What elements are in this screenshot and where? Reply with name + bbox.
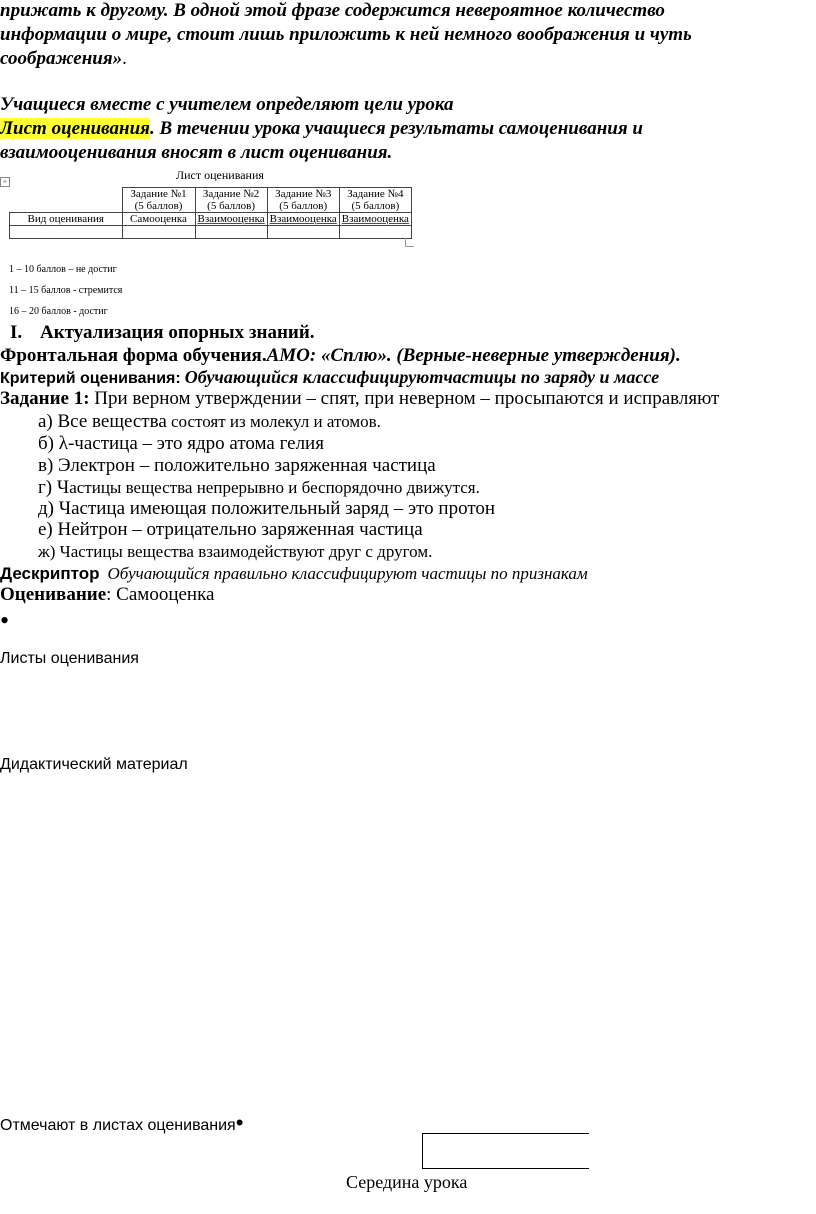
section-title: Актуализация опорных знаний. xyxy=(40,322,315,343)
assessment-text: : Самооценка xyxy=(106,584,215,605)
criterion-line xyxy=(0,367,659,388)
criterion-text: Обучающийся классифицируютчастицы по заряду и массе xyxy=(184,367,660,387)
task-1-label: Задание 1: xyxy=(0,388,90,409)
table-cell xyxy=(267,226,339,239)
table-row xyxy=(10,213,412,226)
sheet-intro-rest: . В течении урока учащиеся результаты самоценивания и xyxy=(149,118,643,139)
table-header-cell: Задание №4 (5 баллов) xyxy=(339,188,411,213)
table-header-cell: Задание №2 (5 баллов) xyxy=(195,188,267,213)
box-top-line xyxy=(422,1133,589,1134)
didactic-label: Дидактический материал xyxy=(0,756,188,773)
sheets-label: Листы оценивания xyxy=(0,650,139,667)
form-amo: АМО: «Сплю». (Верные-неверные утверждения). xyxy=(266,345,681,366)
intro-line-3 xyxy=(0,48,127,70)
sheet-intro-line-1 xyxy=(0,118,643,140)
table-cell: Самооценка xyxy=(122,213,195,226)
statement-b: б) λ-частица – это ядро атома гелия xyxy=(38,433,324,454)
bullet-icon: • xyxy=(0,606,10,635)
lesson-goals: Учащиеся вместе с учителем определяют цели урока xyxy=(0,94,454,115)
table-cell xyxy=(339,226,411,239)
scale-item: 11 – 15 баллов - стремится xyxy=(9,285,123,296)
intro-line-3-text: соображения» xyxy=(0,48,123,69)
scale-item: 1 – 10 баллов – не достиг xyxy=(9,264,117,275)
form-label: Фронтальная форма обучения. xyxy=(0,345,267,366)
section-numeral: I. xyxy=(10,322,23,343)
task-1-line xyxy=(0,388,719,410)
table-row xyxy=(10,226,412,239)
table-cell xyxy=(122,226,195,239)
intro-line-3-end: . xyxy=(122,48,127,69)
statement-d: г) Частицы вещества непрерывно и беспорядочно движутся. xyxy=(38,477,480,498)
table-corner-cell xyxy=(10,188,123,213)
table-cell xyxy=(10,226,123,239)
scale-item: 16 – 20 баллов - достиг xyxy=(9,306,108,317)
table-header-cell: Задание №1 (5 баллов) xyxy=(122,188,195,213)
descriptor-text: Обучающийся правильно классифицируют частицы по признакам xyxy=(107,564,588,583)
intro-line-2: информации о мире, стоит лишь приложить к ней немного воображения и чуть xyxy=(0,24,692,45)
table-cell: Взаимооценка xyxy=(339,213,411,226)
criterion-label: Критерий оценивания: xyxy=(0,370,181,387)
statement-g: ж) Частицы вещества взаимодействуют друг с другом. xyxy=(38,542,433,561)
statement-f: е) Нейтрон – отрицательно заряженная частица xyxy=(38,519,423,540)
table-cell: Взаимооценка xyxy=(267,213,339,226)
statement-a: а) Все вещества состоят из молекул и атомов. xyxy=(38,411,381,432)
intro-line-1: прижать к другому. В одной этой фразе содержится невероятное количество xyxy=(0,0,665,21)
task-1-text: При верном утверждении – спят, при неверном – просыпаются и исправляют xyxy=(94,388,720,409)
form-line xyxy=(0,345,681,367)
descriptor-label: Дескриптор xyxy=(0,564,100,583)
box-left-line xyxy=(422,1133,423,1169)
descriptor-line xyxy=(0,564,588,584)
assessment-line xyxy=(0,584,214,606)
assessment-label: Оценивание xyxy=(0,584,107,605)
sheet-highlight: Лист оценивания xyxy=(0,118,150,139)
middle-label: Середина урока xyxy=(346,1172,468,1192)
box-bottom-line xyxy=(422,1168,589,1169)
table-cell xyxy=(195,226,267,239)
grading-table xyxy=(9,187,412,239)
table-row-label: Вид оценивания xyxy=(10,213,123,226)
bullet-icon: • xyxy=(235,1110,244,1135)
table-resize-handle-icon[interactable] xyxy=(405,238,414,247)
table-move-handle-icon[interactable]: + xyxy=(0,177,10,187)
table-caption: Лист оценивания xyxy=(176,168,264,182)
mark-label: Отмечают в листах оценивания xyxy=(0,1117,236,1134)
table-cell: Взаимооценка xyxy=(195,213,267,226)
table-row xyxy=(10,188,412,213)
sheet-intro-line-2: взаимооценивания вносят в лист оценивания. xyxy=(0,142,393,163)
table-header-cell: Задание №3 (5 баллов) xyxy=(267,188,339,213)
statement-c: в) Электрон – положительно заряженная частица xyxy=(38,455,436,476)
statement-e: д) Частица имеющая положительный заряд – это протон xyxy=(38,498,496,519)
mark-line xyxy=(0,1110,244,1135)
